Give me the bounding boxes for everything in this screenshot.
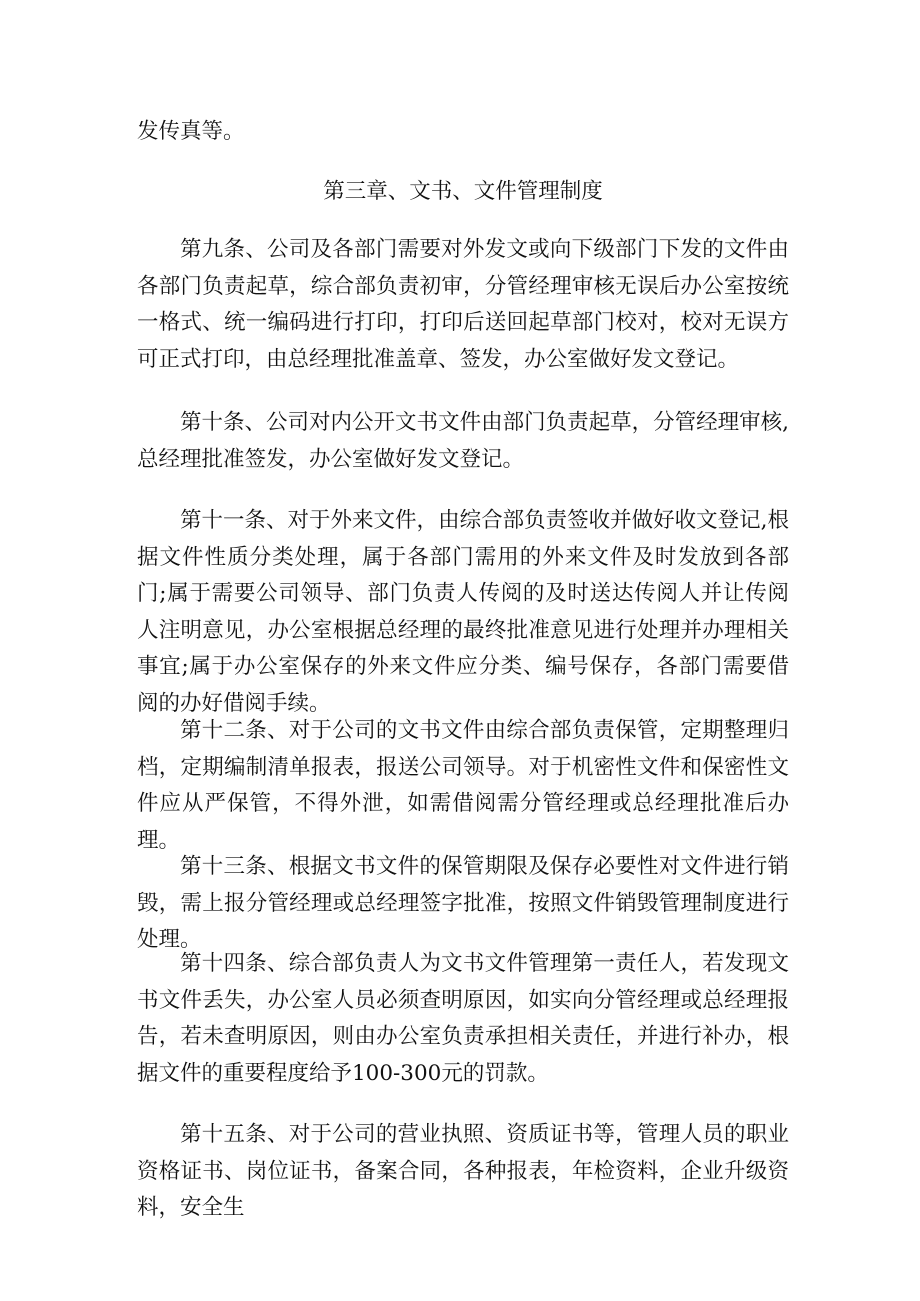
chapter-heading: 第三章、文书、文件管理制度 (323, 179, 603, 204)
article-12: 第十二条、对于公司的文书文件由综合部负责保管，定期整理归档，定期编制清单报表，报送公司领导。对于机密性文件和保密性文件应从严保管，不得外泄，如需借阅需分管经理或总经理批准后办理。 (137, 718, 789, 853)
article-14: 第十四条、综合部负责人为文书文件管理第一责任人，若发现文书文件丢失，办公室人员必须查明原因，如实向分管经理或总经理报告，若未查明原因，则由办公室负责承担相关责任，并进行补办，根据文件的重要程度给予100-300元的罚款。 (137, 951, 789, 1086)
article-11: 第十一条、对于外来文件，由综合部负责签收并做好收文登记,根据文件性质分类处理，属于各部门需用的外来文件及时发放到各部门;属于需要公司领导、部门负责人传阅的及时送达传阅人并让传阅人注明意见，办公室根据总经理的最终批准意见进行处理并办理相关事宜;属于办公室保存的外来文件应分类、编号保存，各部门需要借阅的办好借阅手续。 (137, 508, 789, 716)
continuation-text: 发传真等。 (137, 119, 245, 144)
article-15: 第十五条、对于公司的营业执照、资质证书等，管理人员的职业资格证书、岗位证书，备案合同，各种报表，年检资料，企业升级资料，安全生 (137, 1122, 789, 1220)
article-9: 第九条、公司及各部门需要对外发文或向下级部门下发的文件由各部门负责起草，综合部负责初审，分管经理审核无误后办公室按统一格式、统一编码进行打印，打印后送回起草部门校对，校对无误方可正式打印，由总经理批准盖章、签发，办公室做好发文登记。 (137, 237, 789, 372)
article-10: 第十条、公司对内公开文书文件由部门负责起草，分管经理审核,总经理批准签发，办公室做好发文登记。 (137, 410, 789, 472)
article-13: 第十三条、根据文书文件的保管期限及保存必要性对文件进行销毁，需上报分管经理或总经理签字批准，按照文件销毁管理制度进行处理。 (137, 854, 789, 952)
